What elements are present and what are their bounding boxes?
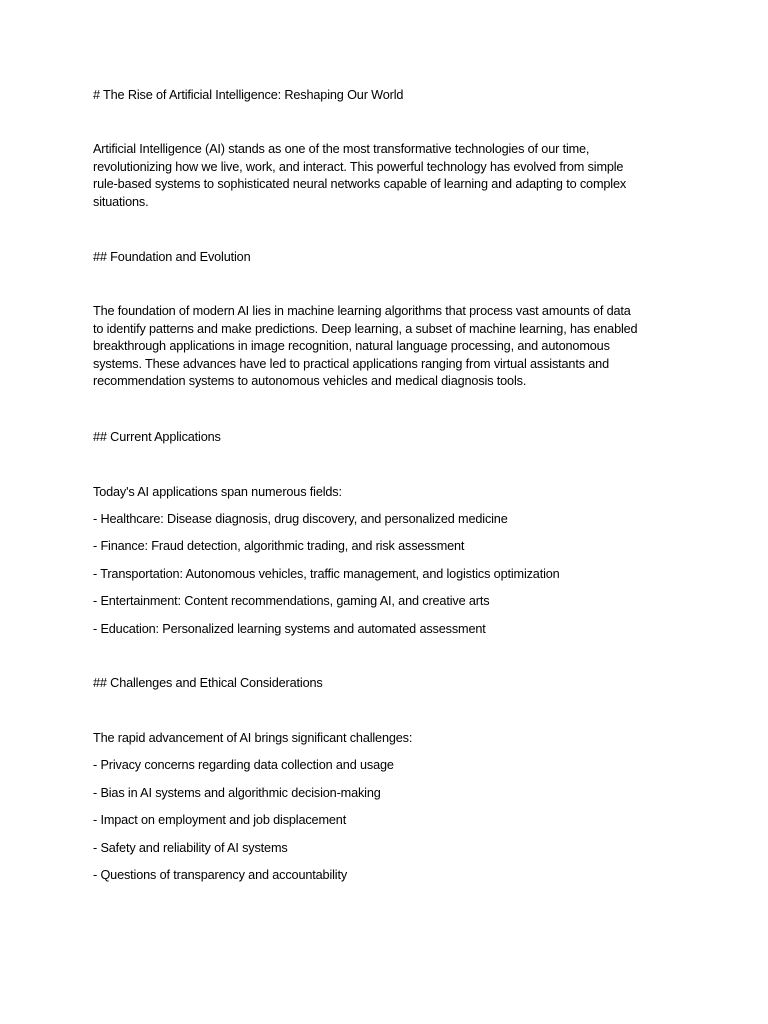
list-item: - Transportation: Autonomous vehicles, traffic management, and logistics optimization: [93, 567, 560, 581]
foundation-paragraph: [93, 303, 673, 391]
paragraph-line: systems. These advances have led to practical applications ranging from virtual assistants and: [93, 356, 609, 371]
applications-lead: Today's AI applications span numerous fields:: [93, 485, 342, 499]
paragraph-line: recommendation systems to autonomous vehicles and medical diagnosis tools.: [93, 374, 527, 389]
paragraph-line: to identify patterns and make predictions. Deep learning, a subset of machine learning, has enabled: [93, 321, 638, 336]
challenges-lead: The rapid advancement of AI brings significant challenges:: [93, 731, 413, 745]
intro-paragraph: [93, 141, 673, 211]
paragraph-line: The foundation of modern AI lies in machine learning algorithms that process vast amounts of data: [93, 304, 631, 318]
list-item: - Privacy concerns regarding data collection and usage: [93, 758, 394, 772]
document-title: # The Rise of Artificial Intelligence: Reshaping Our World: [93, 88, 404, 102]
list-item: - Bias in AI systems and algorithmic decision-making: [93, 786, 381, 800]
applications-heading: ## Current Applications: [93, 430, 221, 444]
paragraph-line: revolutionizing how we live, work, and interact. This powerful technology has evolved from simple: [93, 159, 624, 174]
paragraph-line: rule-based systems to sophisticated neural networks capable of learning and adapting to complex: [93, 177, 627, 192]
paragraph-line: Artificial Intelligence (AI) stands as one of the most transformative technologies of our time,: [93, 142, 590, 156]
list-item: - Finance: Fraud detection, algorithmic trading, and risk assessment: [93, 539, 465, 553]
list-item: - Entertainment: Content recommendations, gaming AI, and creative arts: [93, 594, 490, 608]
list-item: - Education: Personalized learning systems and automated assessment: [93, 622, 486, 636]
foundation-heading: ## Foundation and Evolution: [93, 250, 251, 264]
paragraph-line: breakthrough applications in image recognition, natural language processing, and autonomous: [93, 339, 610, 354]
list-item: - Healthcare: Disease diagnosis, drug discovery, and personalized medicine: [93, 512, 508, 526]
list-item: - Questions of transparency and accountability: [93, 868, 348, 882]
challenges-heading: ## Challenges and Ethical Considerations: [93, 676, 323, 690]
list-item: - Safety and reliability of AI systems: [93, 841, 288, 855]
paragraph-line: situations.: [93, 194, 149, 209]
list-item: - Impact on employment and job displacement: [93, 813, 347, 827]
